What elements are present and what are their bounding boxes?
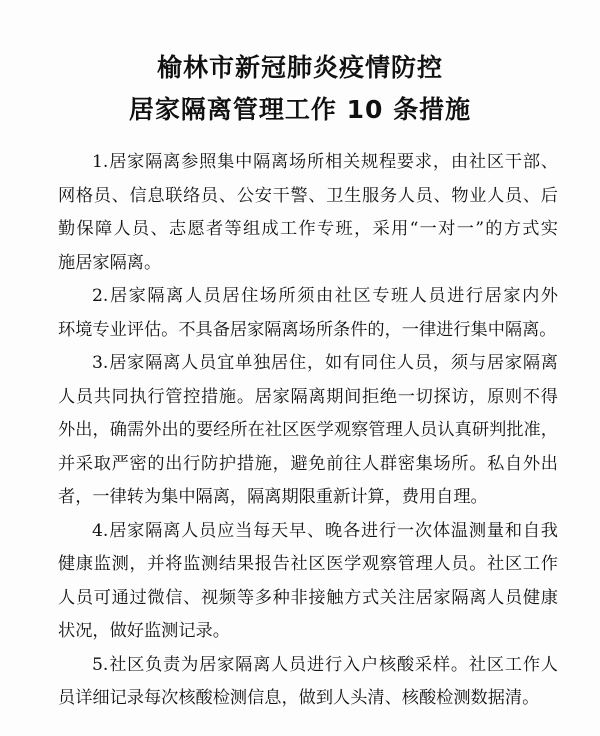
paragraph-line: 5.社区负责为居家隔离人员进行入户核酸采样。社区工作人 (92, 654, 558, 675)
paragraph-line: 员详细记录每次核酸检测信息，做到人头清、核酸检测数据清。 (58, 688, 540, 708)
paragraph-line: 勤保障人员、志愿者等组成工作专班，采用“一对一”的方式实 (58, 219, 558, 239)
paragraph-line: 2.居家隔离人员居住场所须由社区专班人员进行居家内外 (92, 286, 558, 306)
paragraph-line: 人员可通过微信、视频等多种非接触方式关注居家隔离人员健康 (58, 587, 558, 608)
paragraph-1 (58, 146, 558, 280)
document-title-line-1: 榆林市新冠肺炎疫情防控 (156, 53, 443, 82)
paragraph-5 (58, 649, 558, 716)
paragraph-line: 施居家隔离。 (58, 252, 162, 273)
paragraph-line: 环境专业评估。不具备居家隔离场所条件的，一律进行集中隔离。 (58, 319, 557, 340)
paragraph-line: 者，一律转为集中隔离，隔离期限重新计算，费用自理。 (58, 487, 488, 507)
paragraph-line: 健康监测，并将监测结果报告社区医学观察管理人员。社区工作 (58, 554, 558, 574)
paragraph-line: 网格员、信息联络员、公安干警、卫生服务人员、物业人员、后 (58, 185, 558, 206)
document-title-line-2: 居家隔离管理工作 10 条措施 (128, 95, 472, 124)
paragraph-3 (58, 347, 558, 515)
paragraph-line: 状况，做好监测记录。 (58, 621, 230, 641)
paragraph-line: 并采取严密的出行防护措施，避免前往人群密集场所。私自外出 (58, 453, 558, 474)
paragraph-line: 4.居家隔离人员应当每天早、晚各进行一次体温测量和自我 (92, 520, 558, 541)
paragraph-2 (58, 280, 558, 347)
paragraph-line: 人员共同执行管控措施。居家隔离期间拒绝一切探访，原则不得 (58, 386, 558, 407)
paragraph-4 (58, 515, 558, 649)
paragraph-line: 1.居家隔离参照集中隔离场所相关规程要求，由社区干部、 (92, 152, 558, 172)
document-body (58, 146, 558, 716)
paragraph-line: 3.居家隔离人员宜单独居住，如有同住人员，须与居家隔离 (92, 353, 558, 373)
paragraph-line: 外出，确需外出的要经所在社区医学观察管理人员认真研判批准， (58, 420, 558, 440)
